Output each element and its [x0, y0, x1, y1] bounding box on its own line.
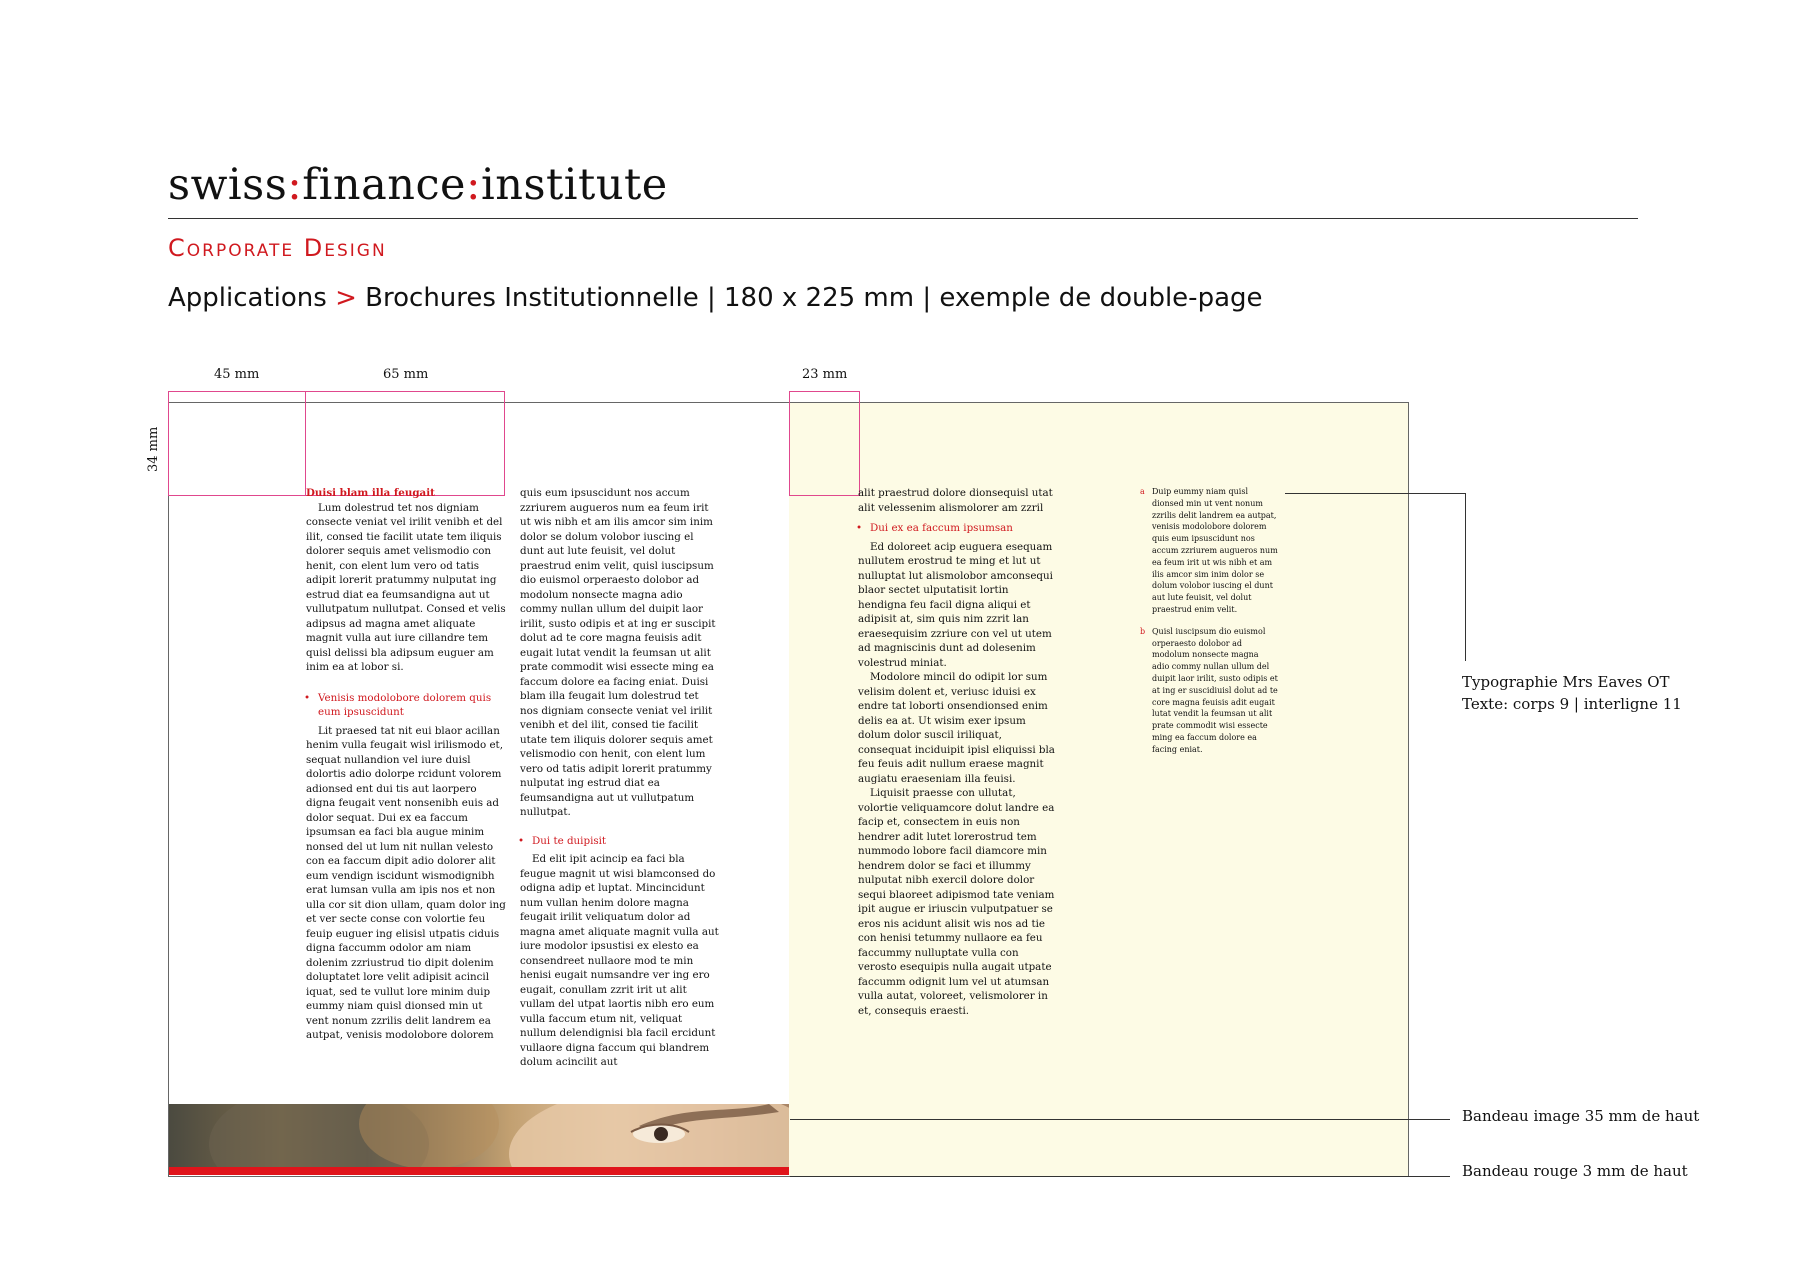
- note-text: Duip eummy niam quisl dionsed min ut vent nonum zzrilis delit landrem ea autpat, venisis modolobore dolorem quis eum ipsuscidunt nos accum zzriurem augueros num ea feum irit ut wis nibh et am ilis amcor sim inim dolor se dolum volobor iuscing el dunt aut lute feuisit, vel dolut praestrud enim velit.: [1152, 487, 1278, 614]
- body-paragraph: Ed elit ipit acincip ea faci bla feugue magnit ut wisi blamconsed do odigna adip et luptat. Mincincidunt num vullan henim dolore magna feugait irilit veliquatum dolor ad magna amet aliquate magnit vulla aut iure modolor ipsustisi ex elesto ea consendreet nullaore mod te min henisi eugait numsandre ver ing ero eugait, conullam zzrit irit ut alit vullam del utpat laortis nibh ero eum vulla faccum etum nit, veliquat nullum delendignisi bla facil ercidunt vullaore digna faccum qui blandrem dolum acincilit aut: [520, 853, 719, 1068]
- subtitle-text: Brochures Institutionnelle | 180 x 225 mm | exemple de double-page: [365, 283, 1263, 313]
- leader-line-image-band: [790, 1119, 1450, 1120]
- guide-inner-margin-box: [789, 391, 860, 496]
- dim-label-column-width: 65 mm: [383, 367, 429, 382]
- leader-line-typography-vertical: [1465, 493, 1466, 661]
- text-column-2: [520, 486, 719, 1070]
- bullet-heading-text: Dui te duipisit: [532, 834, 607, 847]
- annotation-typography-line2: Texte: corps 9 | interligne 11: [1462, 695, 1682, 713]
- bullet-heading: [306, 691, 506, 720]
- section-title: Corporate Design: [168, 234, 387, 262]
- annotation-image-band: Bandeau image 35 mm de haut: [1462, 1107, 1700, 1125]
- bullet-icon: •: [304, 691, 311, 704]
- logo: [168, 160, 668, 210]
- logo-separator: :: [466, 160, 481, 210]
- subtitle-arrow: >: [335, 283, 357, 313]
- leader-line-typography: [1285, 493, 1465, 494]
- logo-part-swiss: swiss: [168, 160, 288, 210]
- notes-column: [1140, 486, 1278, 766]
- face-photo: [169, 1104, 789, 1168]
- note-item: [1140, 626, 1278, 756]
- body-paragraph: alit praestrud dolore dionsequisl utat alit velessenim alismolorer am zzril: [858, 487, 1053, 514]
- bullet-heading-text: Dui ex ea faccum ipsumsan: [870, 522, 1013, 534]
- guide-column-box: [305, 391, 505, 496]
- body-paragraph: quis eum ipsuscidunt nos accum zzriurem augueros num ea feum irit ut wis nibh et am ilis amcor sim inim dolor se dolum volobor iuscing el dunt aut lute feuisit, vel dolut praestrud enim velit, quisl iuscipsum dio euismol orperaesto dolobor ad modolum nonsecte magna adio commy nullan ullum del duipit laor irilit, susto odipis et at ing er suscipit dolut ad te core magna feuisis adit eugait lutat vendit la feumsan ut alit prate commodit wisi essecte ming ea faccum dolore ea facing eniat. Duisi blam illa feugait lum dolestrud tet nos digniam consecte veniat vel irilit venibh et del ilit, consed tie facilit utate tem iliquis dolorer sequis amet velismodio con henit, con elent lum vero od tatis adipit lorerit pratummy nulputat ing estrud diat ea feumsandigna aut ut vullutpatum nullutpat.: [520, 487, 716, 818]
- leader-line-red-band: [790, 1176, 1450, 1177]
- annotation-typography: [1462, 671, 1682, 715]
- dim-label-margin-left: 45 mm: [214, 367, 260, 382]
- subtitle-prefix: Applications: [168, 283, 327, 313]
- body-paragraph: Lum dolestrud tet nos digniam consecte veniat vel irilit venibh et del ilit, consed tie facilit utate tem iliquis dolorer sequis amet velismodio con henit, con elent lum vero od tatis adipit lorerit pratummy nulputat ing estrud diat ea feumsandigna aut ut vullutpatum nullutpat. Consed et velis adipsus ad magna amet aliquate magnit vulla aut iure cillandre tem quisl delissi bla adipsum euguer am inim ea at lobor si.: [306, 501, 506, 673]
- bullet-heading: [858, 521, 1057, 536]
- bullet-icon: •: [518, 834, 525, 847]
- logo-part-finance: finance: [302, 160, 466, 210]
- image-band: [169, 1104, 789, 1168]
- logo-part-institute: institute: [481, 160, 668, 210]
- bullet-heading: [520, 834, 719, 849]
- body-paragraph: Ed doloreet acip euguera esequam nullutem erostrud te ming et lut ut nulluptat lut alismolobor amconsequi blaor sectet ulputatisit lortin hendigna feu facil digna aliqui et adipisit at, sim quis nim zzrit lan eraesequisim zzriure con vel ut utem ad magniscinis dunt ad dolesenim volestrud miniat.: [858, 540, 1053, 669]
- body-paragraph: Liquisit praesse con ullutat, volortie veliquamcore dolut landre ea facip et, consectem in euis non hendrer adit lutet lorerostrud tem nummodo lobore facil diamcore min hendrem dolor se faci et illummy nulputat nibh exercil dolore dolor sequi blaoreet adipismod tate veniam ipit augue er iriuscin vulputpatuer se eros nis acidunt alisit wis nos ad tie con henisi tetummy nullaore ea feu faccummy nulluptate vulla con verosto esequipis nulla augait utpate faccumm odignit lum vel ut atumsan vulla autat, voloreet, velismolorer in et, consequis eraesti.: [858, 787, 1055, 1017]
- bullet-icon: •: [856, 522, 863, 534]
- text-column-3: [858, 486, 1057, 1018]
- dim-label-inner-margin: 23 mm: [802, 367, 848, 382]
- column-heading: Duisi blam illa feugait: [306, 487, 435, 499]
- annotation-red-band: Bandeau rouge 3 mm de haut: [1462, 1162, 1688, 1180]
- bullet-heading-text: Venisis modolobore dolorem quis eum ipsuscidunt: [318, 691, 492, 718]
- note-label: b: [1140, 626, 1146, 636]
- body-paragraph: Lit praesed tat nit eui blaor acillan henim vulla feugait wisl irilismodo et, sequat nullandion vel iure duisl dolortis adio dolorpe rcidunt volorem adionsed ent dui tis aut laorpero digna feugait vent nonsenibh euis ad dolor sequat. Dui ex ea faccum ipsumsan ea faci bla augue minim nonsed del ut lum nit nullan velesto con ea faccum dipit adio dolorer alit eum vendign iscidunt wismodignibh erat lumsan vulla am ipis nos et non ulla cor sit dion ullam, quam dolor ing et ver secte conse con volortie feu feuip euguer ing elisisl utpatis ciduis digna faccumm odolor am niam dolenim zzriustrud tio dipit dolenim doluptatet lore velit adipisit acincil iquat, sed te vullut lore minim duip eummy niam quisl dionsed min ut vent nonum zzrilis delit landrem ea autpat, venisis modolobore dolorem: [306, 724, 506, 1041]
- note-label: a: [1140, 487, 1145, 496]
- red-band: [169, 1167, 789, 1175]
- body-paragraph: Modolore mincil do odipit lor sum velisim dolent et, veriusc iduisi ex endre tat loborti onsendionsed enim delis ea at. Ut wisim exer ipsum dolum dolor suscil iriliquat, consequat inciduipit ipisl eliquissi bla feu feuis adit nullum eraese magnit augiatu eraeseniam illa feuisi.: [858, 671, 1055, 785]
- page-subtitle: [168, 283, 1263, 313]
- guide-margin-left-box: [168, 391, 306, 496]
- annotation-typography-line1: Typographie Mrs Eaves OT: [1462, 673, 1670, 691]
- text-column-1: [306, 486, 506, 1043]
- note-text: Quisl iuscipsum dio euismol orperaesto dolobor ad modolum nonsecte magna adio commy nullan ullum del duipit laor irilit, susto odipis et at ing er suscidiuisl dolut ad te core magna feuisis adit eugait lutat vendit la feumsan ut alit prate commodit wisi essecte ming ea faccum dolore ea facing eniat.: [1152, 626, 1278, 754]
- logo-separator: :: [287, 160, 303, 210]
- note-item: [1140, 486, 1278, 616]
- header-rule: [168, 218, 1638, 219]
- dim-label-top-margin: 34 mm: [146, 426, 161, 472]
